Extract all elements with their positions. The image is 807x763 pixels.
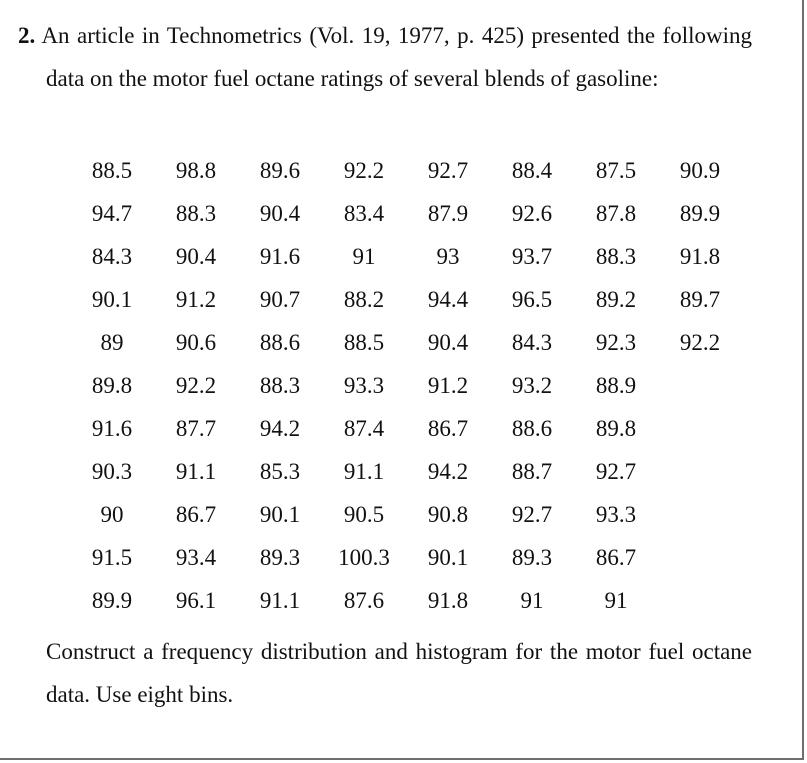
table-cell: 91 [604, 587, 628, 613]
table-cell: 90.1 [259, 501, 301, 527]
table-cell: 91.6 [259, 243, 301, 269]
octane-data-body [70, 149, 742, 622]
table-cell: 87.6 [343, 587, 385, 613]
table-cell: 83.4 [343, 200, 385, 226]
table-cell: 89.8 [595, 415, 637, 441]
table-cell: 88.2 [343, 286, 385, 312]
table-row [70, 493, 742, 536]
table-cell: 93.3 [595, 501, 637, 527]
table-cell: 93.2 [511, 372, 553, 398]
table-row [70, 364, 742, 407]
table-cell: 89.7 [679, 286, 721, 312]
table-cell: 88.3 [175, 200, 217, 226]
table-cell: 86.7 [595, 544, 637, 570]
table-cell: 88.3 [595, 243, 637, 269]
table-cell: 89.9 [91, 587, 133, 613]
table-cell: 92.7 [511, 501, 553, 527]
table-cell: 89.6 [259, 157, 301, 183]
table-cell [658, 364, 742, 407]
table-row [70, 192, 742, 235]
table-cell: 88.3 [259, 372, 301, 398]
table-cell: 93.7 [511, 243, 553, 269]
table-cell: 87.8 [595, 200, 637, 226]
table-cell: 87.4 [343, 415, 385, 441]
table-cell: 94.2 [427, 458, 469, 484]
table-cell: 93.4 [175, 544, 217, 570]
table-cell: 92.2 [175, 372, 217, 398]
table-cell: 96.1 [175, 587, 217, 613]
table-cell: 94.4 [427, 286, 469, 312]
table-cell: 90.5 [343, 501, 385, 527]
table-cell: 88.5 [91, 157, 133, 183]
table-cell: 90.4 [259, 200, 301, 226]
table-cell: 87.7 [175, 415, 217, 441]
table-cell: 90.3 [91, 458, 133, 484]
table-cell: 93 [436, 243, 460, 269]
table-cell: 100.3 [338, 544, 390, 570]
table-cell: 88.6 [511, 415, 553, 441]
table-row [70, 321, 742, 364]
table-cell: 92.7 [427, 157, 469, 183]
table-row [70, 278, 742, 321]
table-cell: 90.9 [679, 157, 721, 183]
table-cell: 90 [100, 501, 124, 527]
table-cell: 86.7 [175, 501, 217, 527]
table-cell: 92.6 [511, 200, 553, 226]
table-cell: 86.7 [427, 415, 469, 441]
table-cell: 89.9 [679, 200, 721, 226]
problem-intro [18, 14, 752, 100]
table-row [70, 579, 742, 622]
table-cell: 88.5 [343, 329, 385, 355]
table-cell: 90.1 [427, 544, 469, 570]
table-cell: 89 [100, 329, 124, 355]
table-cell: 88.9 [595, 372, 637, 398]
table-cell: 91 [520, 587, 544, 613]
table-cell: 91.5 [91, 544, 133, 570]
table-cell [658, 450, 742, 493]
table-row [70, 235, 742, 278]
table-cell [658, 536, 742, 579]
table-cell: 91.1 [259, 587, 301, 613]
table-cell: 91.8 [679, 243, 721, 269]
table-cell [658, 579, 742, 622]
table-cell: 90.4 [175, 243, 217, 269]
problem-statement [18, 14, 752, 100]
table-cell: 92.3 [595, 329, 637, 355]
table-cell: 90.6 [175, 329, 217, 355]
table-cell: 94.7 [91, 200, 133, 226]
table-cell: 89.3 [259, 544, 301, 570]
table-cell: 90.1 [91, 286, 133, 312]
table-cell: 90.8 [427, 501, 469, 527]
table-cell: 92.2 [679, 329, 721, 355]
table-cell: 92.7 [595, 458, 637, 484]
table-cell: 98.8 [175, 157, 217, 183]
problem-instruction: Construct a frequency distribution and histogram for the motor fuel octane data. Use eight bins. [46, 639, 752, 707]
problem-number: 2. [18, 23, 36, 48]
table-cell: 87.5 [595, 157, 637, 183]
table-cell: 90.4 [427, 329, 469, 355]
table-cell: 85.3 [259, 458, 301, 484]
table-cell: 89.2 [595, 286, 637, 312]
table-cell: 89.3 [511, 544, 553, 570]
table-cell: 92.2 [343, 157, 385, 183]
octane-data-table [70, 149, 742, 622]
table-cell: 84.3 [511, 329, 553, 355]
table-cell: 88.7 [511, 458, 553, 484]
table-cell: 88.6 [259, 329, 301, 355]
table-cell: 91.6 [91, 415, 133, 441]
table-cell: 84.3 [91, 243, 133, 269]
table-cell: 87.9 [427, 200, 469, 226]
table-cell: 96.5 [511, 286, 553, 312]
table-cell: 93.3 [343, 372, 385, 398]
table-cell: 90.7 [259, 286, 301, 312]
table-cell: 91.8 [427, 587, 469, 613]
table-row [70, 450, 742, 493]
table-cell: 91.2 [427, 372, 469, 398]
table-cell: 94.2 [259, 415, 301, 441]
table-cell [658, 493, 742, 536]
table-row [70, 407, 742, 450]
table-row [70, 536, 742, 579]
table-cell: 91.1 [343, 458, 385, 484]
table-row [70, 149, 742, 192]
table-cell [658, 407, 742, 450]
table-cell: 88.4 [511, 157, 553, 183]
table-cell: 91 [352, 243, 376, 269]
table-cell: 91.2 [175, 286, 217, 312]
table-cell: 89.8 [91, 372, 133, 398]
problem-intro-text: An article in Technometrics (Vol. 19, 1977, p. 425) presented the following data on the motor fuel octane ratings of several blends of gasoline: [41, 23, 752, 91]
table-cell: 91.1 [175, 458, 217, 484]
